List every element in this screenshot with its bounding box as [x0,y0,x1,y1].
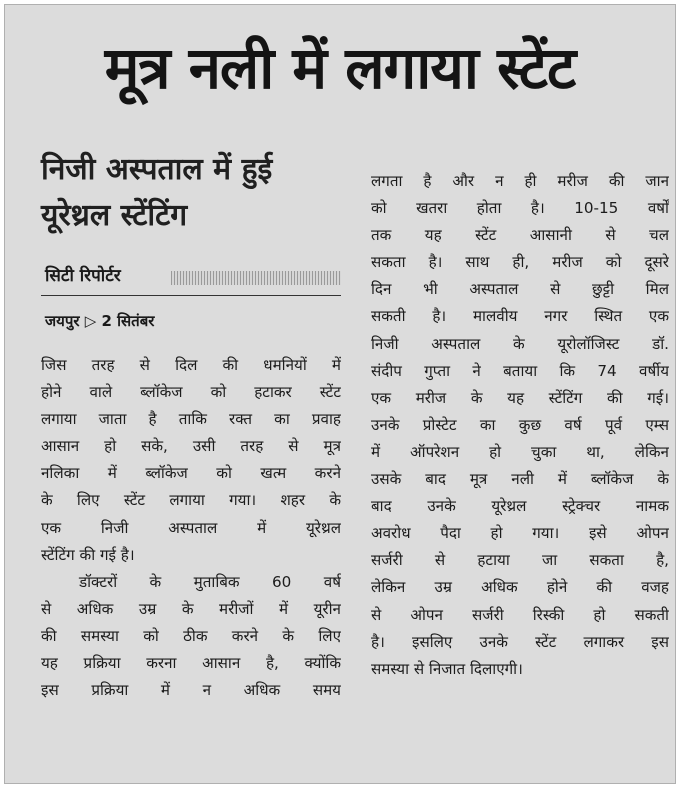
right-line-2: को खतरा होता है। 10-15 वर्षों [371,199,669,218]
left-line-6: के लिए स्टेंट लगाया गया। शहर के [41,491,341,510]
left-line-1: जिस तरह से दिल की धमनियों में [41,356,341,374]
right-line-4: सकता है। साथ ही, मरीज को दूसरे [371,253,669,272]
right-line-9: एक मरीज के यह स्टेंटिंग की गई। [371,388,669,407]
left-line-13: इस प्रक्रिया में न अधिक समय [41,681,341,700]
right-line-5: दिन भी अस्पताल से छुट्टी मिल [371,280,669,299]
left-line-11: की समस्या को ठीक करने के लिए [41,626,341,645]
right-line-6: सकती है। मालवीय नगर स्थित एक [371,307,669,326]
right-line-13: बाद उनके यूरेथ्रल स्ट्रेक्चर नामक [371,497,669,516]
left-line-2: होने वाले ब्लॉकेज को हटाकर स्टेंट [41,383,341,402]
right-line-12: उसके बाद मूत्र नली में ब्लॉकेज के [371,470,669,489]
subheadline-line-1: निजी अस्पताल में हुई [41,152,273,187]
right-line-14: अवरोध पैदा हो गया। इसे ओपन [371,524,669,543]
right-line-7: निजी अस्पताल के यूरोलॉजिस्ट डॉ. [371,334,669,353]
byline [41,261,341,296]
right-line-19: समस्या से निजात दिलाएगी। [371,659,523,678]
right-line-17: से ओपन सर्जरी रिस्की हो सकती [371,605,669,624]
left-line-10: से अधिक उम्र के मरीजों में यूरीन [41,599,341,618]
right-line-3: तक यह स्टेंट आसानी से चल [371,226,669,245]
right-line-16: लेकिन उम्र अधिक होने की वजह [371,578,669,597]
left-line-4: आसान हो सके, उसी तरह से मूत्र [41,437,341,456]
left-column [41,352,341,704]
right-line-18: है। इसलिए उनके स्टेंट लगाकर इस [371,632,669,651]
right-line-1: लगता है और न ही मरीज की जान [371,172,669,190]
byline-reporter: सिटी रिपोर्टर [45,263,127,286]
right-line-10: उनके प्रोस्टेट का कुछ वर्ष पूर्व एम्स [371,415,669,434]
dateline: जयपुर ▷ 2 सितंबर [45,312,155,330]
left-line-7: एक निजी अस्पताल में यूरेथ्रल [41,518,341,537]
headline: मूत्र नली में लगाया स्टेंट [104,34,576,102]
right-line-11: में ऑपरेशन हो चुका था, लेकिन [371,442,669,461]
newspaper-clipping [4,4,676,784]
right-column [371,168,669,683]
left-line-12: यह प्रक्रिया करना आसान है, क्योंकि [41,654,341,673]
left-line-3: लगाया जाता है ताकि रक्त का प्रवाह [41,410,341,429]
left-line-8: स्टेंटिंग की गई है। [41,545,135,564]
subheadline [41,147,331,239]
byline-shade-bar [171,271,341,285]
right-line-15: सर्जरी से हटाया जा सकता है, [371,551,669,570]
left-line-9: डॉक्टरों के मुताबिक 60 वर्ष [79,572,341,591]
right-line-8: संदीप गुप्ता ने बताया कि 74 वर्षीय [371,361,669,380]
subheadline-line-2: यूरेथ्रल स्टेंटिंग [41,198,188,233]
left-line-5: नलिका में ब्लॉकेज को खत्म करने [41,464,341,483]
